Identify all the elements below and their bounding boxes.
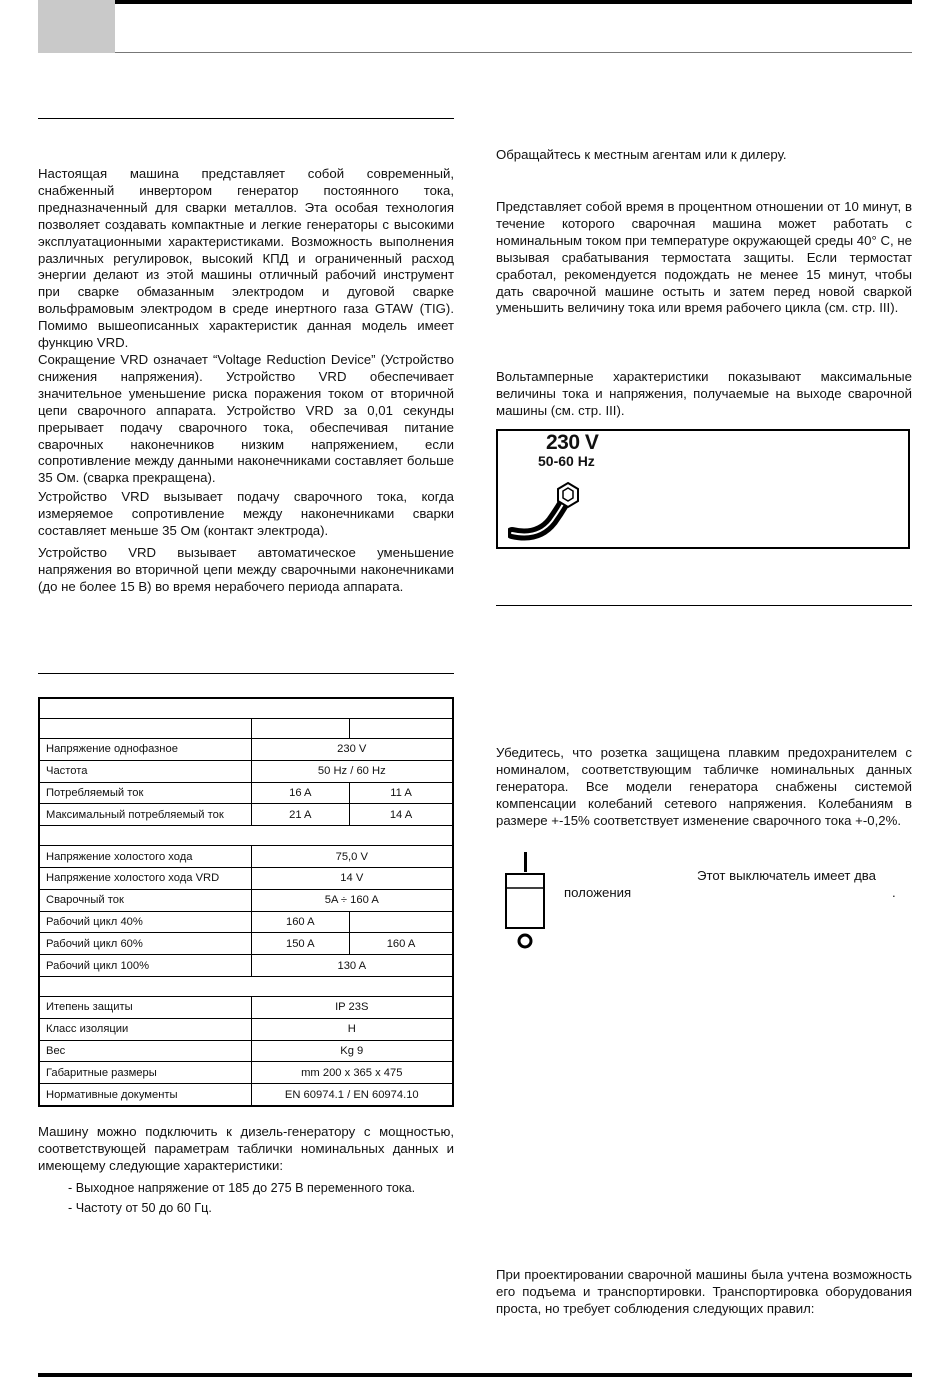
header-bottom-rule: [115, 52, 912, 53]
switch-description-line1: Этот выключатель имеет два: [697, 868, 877, 883]
table-section-header: [39, 826, 453, 846]
main-switch-icon: [500, 852, 550, 952]
va-characteristics-paragraph: Вольтамперные характеристики показывают максимальные величины тока и напряжения, получаемые на выходе сварочной машины (см. стр. III).: [496, 369, 912, 418]
vrd-contact-paragraph: Устройство VRD вызывает подачу сварочного тока, когда измеряемое сопротивление между наконечниками сварки составляет меньше 35 Ом (контакт электрода).: [38, 489, 454, 538]
table-row: Напряжение однофазное 230 V: [39, 739, 453, 761]
switch-description-line2: положения: [564, 885, 632, 900]
table-section-header: [39, 698, 453, 719]
duty-cycle-paragraph: Представляет собой время в процентном отношении от 10 минут, в течение которого сварочная машина может работать с номинальным током при температуре окружающей среды 40° С, не вызывая срабатывания термостата защиты. Если термостат сработал, рекомендуется подождать не менее 15 минут, чтобы дать сварочной машине остыть и затем перед новой сваркой уменьшить величину тока или время рабочего цикла (см. стр. III).: [496, 199, 912, 316]
table-row: Потребляемый ток 16 A 11 A: [39, 782, 453, 804]
dealer-paragraph: Обращайтесь к местным агентам или к дилеру.: [496, 147, 787, 162]
table-row: Вес Kg 9: [39, 1040, 453, 1062]
generator-list-item: - Частоту от 50 до 60 Гц.: [68, 1201, 212, 1215]
plug-voltage: 230 V: [546, 431, 599, 454]
transport-paragraph: При проектировании сварочной машины была учтена возможность его подъема и транспортировки. Транспортировка оборудования проста, но требует соблюдения следующих правил:: [496, 1267, 912, 1316]
switch-description-dot: .: [892, 885, 896, 900]
table-section-header: [39, 976, 453, 996]
intro-paragraph: Настоящая машина представляет собой современный, снабженный инвертором генератор постоянного тока, предназначенный для сварки металлов. Эта особая технология позволяет создавать компактные и легкие генераторы с высокими эксплуатационными характеристиками. Возможность выполнения различных регулировок, высокий КПД и ограниченный расход энергии делают из этой машины отличный рабочий инструмент при сварке обмазанным электродом и дуговой сварке вольфрамовым электродом в среде инертного газа GTAW (TIG). Помимо вышеописанных характеристик данная модель имеет функцию VRD.: [38, 166, 454, 351]
vrd-paragraph: Сокращение VRD означает “Voltage Reduction Device” (Устройство снижения напряжения). Устройство VRD обеспечивает значительное уменьшение риска поражения током от вторичной цепи сварочного аппарата. Устройство VRD за 0,01 секунды прерывает подачу сварочного тока, обеспечивая питание сварочных наконечников низким напряжением, если сопротивление между данными наконечниками составляет больше 35 Ом. (сварка прекращена).: [38, 352, 454, 486]
table-row: Напряжение холостого хода VRD 14 V: [39, 867, 453, 889]
footer-rule: [38, 1373, 912, 1377]
technical-data-table: [38, 697, 454, 1107]
table-row: Рабочий цикл 60% 150 A 160 A: [39, 933, 453, 955]
section-rule-specs: [38, 673, 454, 674]
table-row: Частота 50 Hz / 60 Hz: [39, 760, 453, 782]
generator-paragraph: Машину можно подключить к дизель-генератору с мощностью, соответствующей параметрам таблички номинальных данных и имеющему следующие характеристики:: [38, 1124, 454, 1173]
plug-frequency: 50-60 Hz: [538, 453, 595, 469]
table-row: Рабочий цикл 100% 130 A: [39, 955, 453, 977]
table-row: Класс изоляции H: [39, 1018, 453, 1040]
table-row: Нормативные документы EN 60974.1 / EN 60974.10: [39, 1084, 453, 1106]
section-rule-installation: [496, 605, 912, 606]
power-plug-icon: [508, 481, 598, 546]
table-row: Сварочный ток 5A ÷ 160 A: [39, 889, 453, 911]
generator-list-item: - Выходное напряжение от 185 до 275 В переменного тока.: [68, 1181, 416, 1195]
header-tab-block: [38, 0, 115, 53]
header-top-rule: [115, 0, 912, 4]
section-rule-intro: [38, 118, 454, 119]
table-column-header: [39, 719, 453, 739]
table-row: Рабочий цикл 40% 160 A: [39, 911, 453, 933]
power-supply-box: [496, 429, 910, 549]
table-row: Напряжение холостого хода 75,0 V: [39, 846, 453, 868]
table-row: Габаритные размеры mm 200 x 365 x 475: [39, 1062, 453, 1084]
vrd-idle-paragraph: Устройство VRD вызывает автоматическое уменьшение напряжения во вторичной цепи между сварочными наконечниками (до не более 15 В) во время нерабочего периода аппарата.: [38, 545, 454, 594]
table-row: Итепень защиты IP 23S: [39, 996, 453, 1018]
table-row: Максимальный потребляемый ток 21 A 14 A: [39, 804, 453, 826]
socket-paragraph: Убедитесь, что розетка защищена плавким предохранителем с номиналом, соответствующим табличке номинальных данных генератора. Все модели генератора снабжены системой компенсации колебаний сетевого напряжения. Колебаниям в размере +-15% соответствует изменение сварочного тока +-0,2%.: [496, 745, 912, 828]
